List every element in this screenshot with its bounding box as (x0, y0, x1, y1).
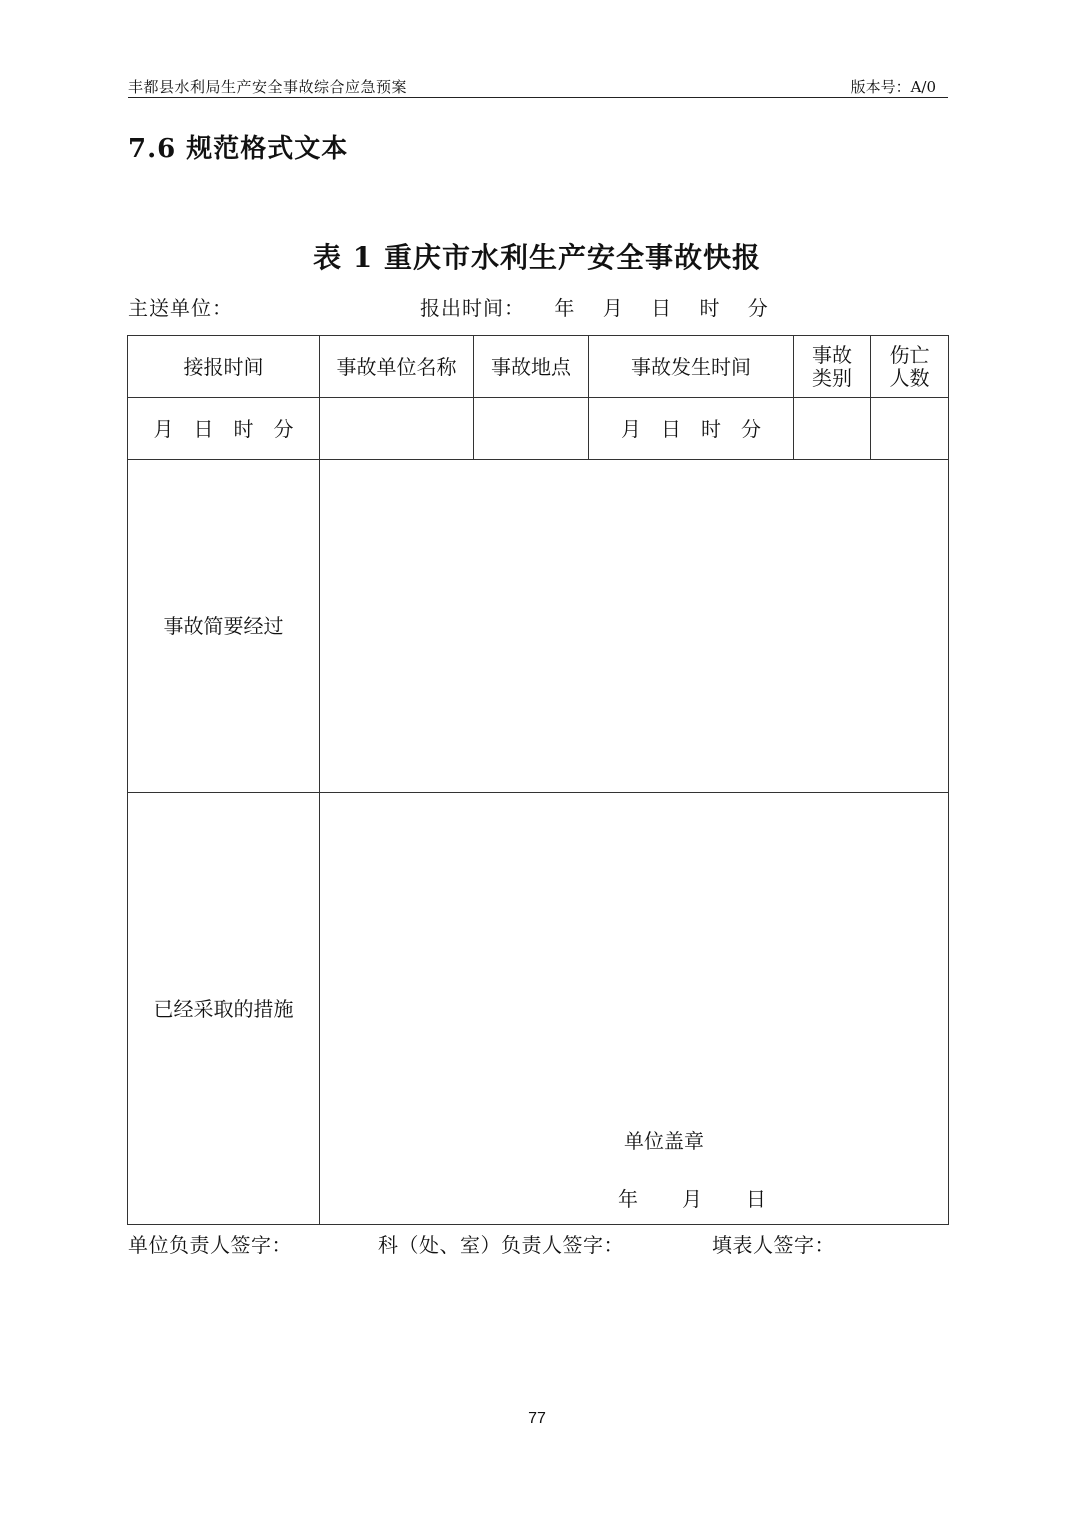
header-category (794, 336, 871, 398)
occurrence-day-unit: 日 (661, 416, 681, 441)
header-received-time: 接报时间 (128, 336, 320, 398)
received-month-unit: 月 (153, 416, 174, 441)
header-occurrence-time: 事故发生时间 (589, 336, 794, 398)
header-casualties (871, 336, 949, 398)
section-heading: 7.6 规范格式文本 (128, 134, 349, 164)
occurrence-month-unit: 月 (621, 416, 641, 441)
received-time-cell[interactable] (128, 398, 320, 460)
casualties-cell[interactable] (871, 398, 949, 460)
brief-process-label: 事故简要经过 (128, 460, 320, 793)
seal-month-unit: 月 (682, 1187, 702, 1211)
table-title: 表 1 重庆市水利生产安全事故快报 (313, 241, 761, 274)
report-time-line (420, 292, 769, 321)
received-minute-unit: 分 (273, 416, 294, 441)
location-cell[interactable] (474, 398, 589, 460)
header-category-line1: 事故 (812, 342, 852, 367)
seal-date (618, 1187, 810, 1211)
report-time-year: 年 (554, 296, 576, 320)
report-time-label: 报出时间： (420, 296, 525, 320)
occurrence-minute-unit: 分 (741, 416, 761, 441)
brief-process-row (128, 460, 949, 793)
recipient-label: 主送单位： (128, 296, 233, 320)
report-time-day: 日 (651, 296, 673, 320)
report-time-minute: 分 (747, 296, 769, 320)
accident-report-table (127, 335, 949, 1225)
header-location: 事故地点 (474, 336, 589, 398)
seal-year-unit: 年 (618, 1187, 638, 1211)
measures-content-area (320, 793, 948, 1223)
header-unit-name: 事故单位名称 (320, 336, 474, 398)
category-cell[interactable] (794, 398, 871, 460)
header-casualties-line2: 人数 (889, 365, 930, 390)
measures-row (128, 793, 949, 1225)
header-divider (128, 97, 948, 98)
occurrence-time-cell[interactable] (589, 398, 794, 460)
report-time-month: 月 (602, 296, 624, 320)
document-header-title: 丰都县水利局生产安全事故综合应急预案 (128, 78, 408, 96)
department-head-signature: 科（处、室）负责人签字： (378, 1233, 624, 1257)
measures-content[interactable] (320, 793, 949, 1225)
document-version: 版本号：A/0 (850, 78, 936, 96)
header-category-line2: 类别 (812, 365, 852, 390)
received-hour-unit: 时 (233, 416, 254, 441)
filler-signature: 填表人签字： (712, 1233, 835, 1257)
unit-head-signature: 单位负责人签字： (128, 1233, 292, 1257)
measures-label: 已经采取的措施 (128, 793, 320, 1225)
header-casualties-line1: 伤亡 (889, 342, 930, 367)
brief-process-content[interactable] (320, 460, 949, 793)
occurrence-hour-unit: 时 (701, 416, 721, 441)
seal-day-unit: 日 (746, 1187, 766, 1211)
table-header-row (128, 336, 949, 398)
seal-label: 单位盖章 (624, 1129, 704, 1153)
report-time-hour: 时 (699, 296, 721, 320)
unit-name-cell[interactable] (320, 398, 474, 460)
received-day-unit: 日 (193, 416, 214, 441)
page-number: 77 (528, 1410, 546, 1427)
table-input-row (128, 398, 949, 460)
